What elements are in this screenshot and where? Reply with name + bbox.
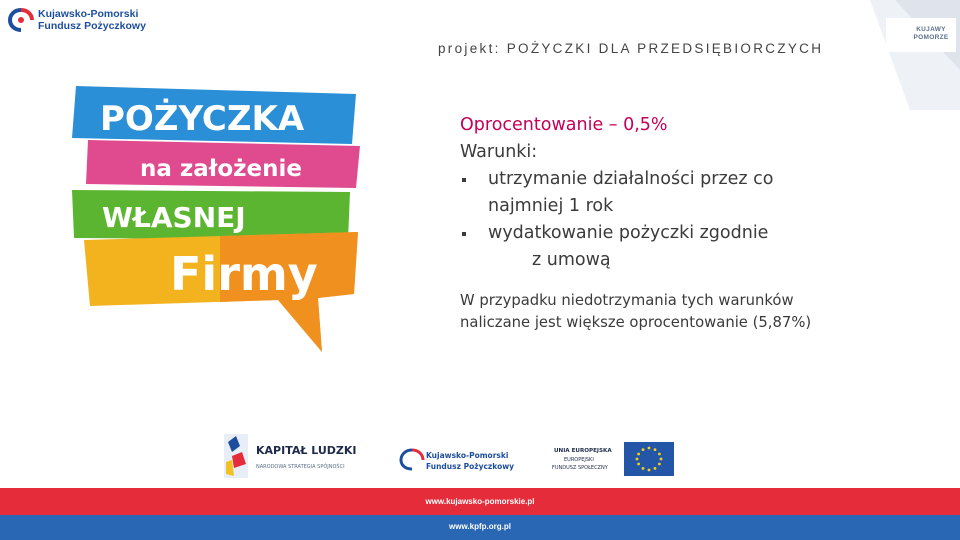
- project-title: projekt: POŻYCZKI DLA PRZEDSIĘBIORCZYCH: [438, 41, 824, 56]
- eu-logo: [552, 442, 674, 476]
- banner-line4: Firmy: [170, 247, 318, 301]
- corner-decoration: [840, 0, 960, 110]
- footer-blue-bar: [0, 515, 960, 540]
- banner-line2: na założenie: [140, 156, 302, 182]
- region-logo-line1: KUJAWY: [916, 26, 946, 33]
- loan-conditions: [460, 112, 880, 334]
- kpfp-line1: Kujawsko-Pomorski: [426, 451, 509, 460]
- logo-line2: Fundusz Pożyczkowy: [38, 20, 146, 32]
- conditions-list: [460, 166, 880, 274]
- list-item: [460, 220, 880, 274]
- kpfp-website-link[interactable]: www.kpfp.org.pl: [449, 522, 511, 531]
- eu-line1: UNIA EUROPEJSKA: [554, 448, 612, 454]
- note-line1: W przypadku niedotrzymania tych warunków: [460, 292, 794, 309]
- kl-subtitle: NARODOWA STRATEGIA SPÓJNOŚCI: [256, 464, 345, 470]
- kpfp-emblem-icon: [8, 8, 34, 32]
- conditions-heading: Warunki:: [460, 142, 538, 162]
- bullet-icon: [462, 232, 466, 236]
- kapital-ludzki-logo: [224, 434, 357, 478]
- note-line2: naliczane jest większe oprocentowanie (5,87%): [460, 314, 812, 331]
- eu-line3: FUNDUSZ SPOŁECZNY: [552, 465, 608, 471]
- loan-banner-illustration: [70, 80, 370, 360]
- bullet-text: utrzymanie działalności przez co: [488, 169, 774, 189]
- eu-line2: EUROPEJSKI: [564, 457, 594, 463]
- footer-red-bar: [0, 488, 960, 515]
- region-logo-line2: POMORZE: [913, 34, 949, 41]
- logo-line1: Kujawsko-Pomorski: [38, 8, 139, 20]
- banner-line1: POŻYCZKA: [100, 99, 305, 139]
- bullet-text: wydatkowanie pożyczki zgodnie: [488, 223, 769, 243]
- banner-line3: WŁASNEJ: [102, 201, 246, 234]
- region-website-link[interactable]: www.kujawsko-pomorskie.pl: [425, 497, 535, 506]
- bullet-text-cont: z umową: [532, 250, 611, 270]
- penalty-note: [460, 290, 880, 334]
- kl-title: KAPITAŁ LUDZKI: [256, 444, 357, 457]
- kpfp-line2: Fundusz Pożyczkowy: [426, 462, 515, 471]
- partner-logos: [220, 432, 680, 484]
- bullet-icon: [462, 178, 466, 182]
- kpfp-small-logo: [401, 450, 514, 471]
- list-item: [460, 166, 880, 220]
- interest-rate: Oprocentowanie – 0,5%: [460, 115, 668, 135]
- kujawy-pomorze-logo: [908, 26, 954, 42]
- bullet-text-cont: najmniej 1 rok: [488, 196, 614, 216]
- kpfp-logo: [8, 6, 158, 34]
